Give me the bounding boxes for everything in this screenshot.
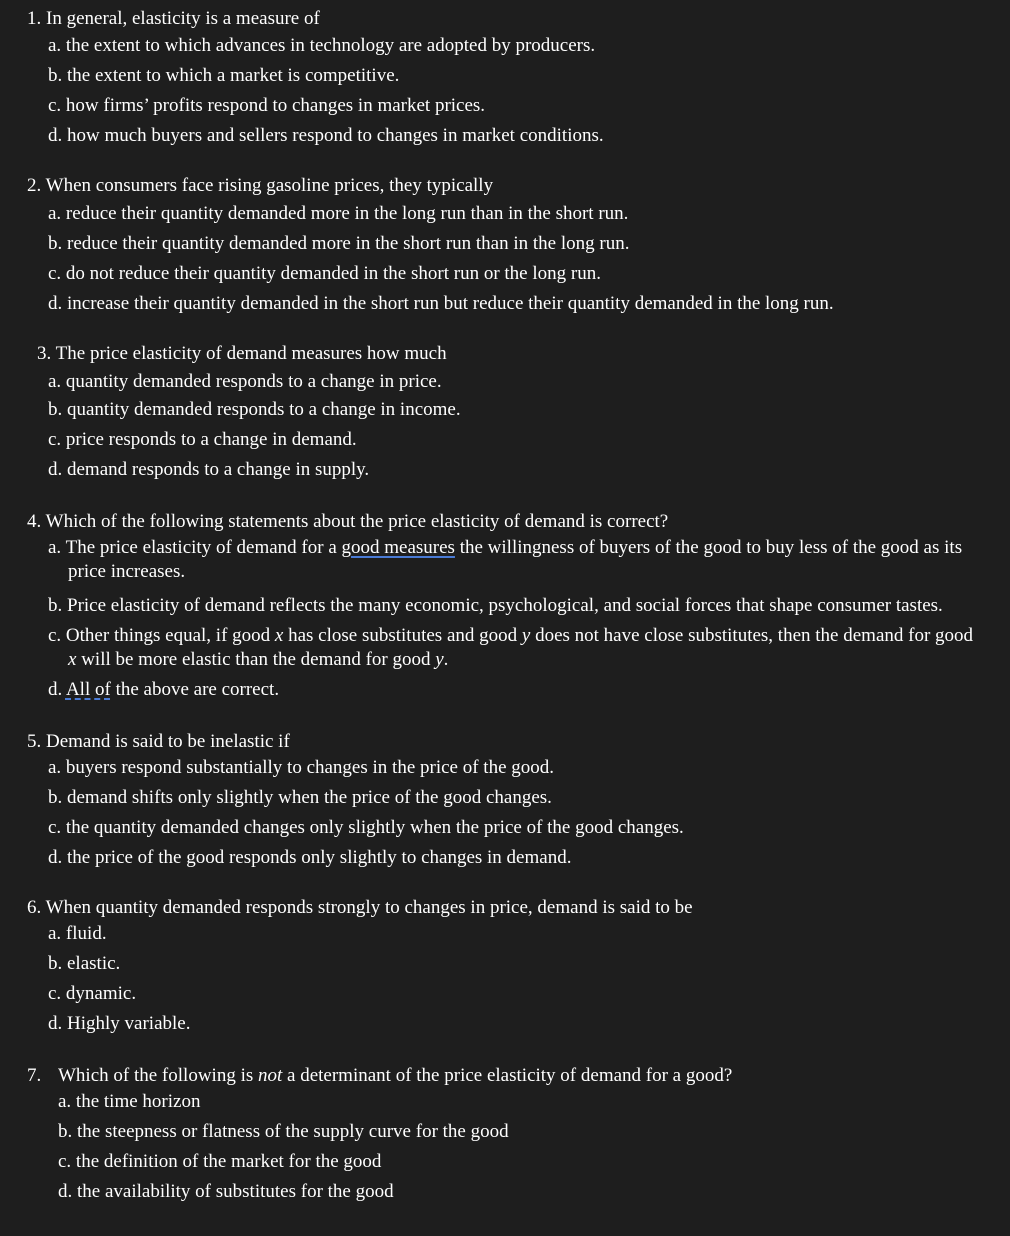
question-5-stem: 5. Demand is said to be inelastic if xyxy=(27,731,290,752)
question-7-option-d: d. the availability of substitutes for the good xyxy=(58,1181,394,1202)
question-1-stem: 1. In general, elasticity is a measure of xyxy=(27,8,320,29)
question-3-option-d: d. demand responds to a change in supply. xyxy=(48,459,370,480)
question-2-option-a: a. reduce their quantity demanded more in the long run than in the short run. xyxy=(48,203,629,224)
question-7-stem xyxy=(27,1065,732,1088)
question-4-option-c-text-2: has close substitutes and good xyxy=(283,625,522,646)
question-4-option-a-text-2: the willingness of buyers of the good to buy less of the good as its price increases. xyxy=(68,537,963,582)
question-4-option-c-var-x-1: x xyxy=(274,625,284,646)
question-4-option-c-text-5: . xyxy=(443,649,449,670)
question-2-option-d: d. increase their quantity demanded in the short run but reduce their quantity demanded in the long run. xyxy=(48,293,834,314)
question-7-option-c: c. the definition of the market for the good xyxy=(58,1151,382,1172)
question-4-option-c-var-y-1: y xyxy=(521,625,531,646)
question-4-option-d-underlined: All of xyxy=(65,679,111,700)
question-4-option-d-text-2: the above are correct. xyxy=(110,679,280,700)
question-6-stem: 6. When quantity demanded responds strongly to changes in price, demand is said to be xyxy=(27,897,693,918)
question-1-option-c: c. how firms’ profits respond to changes in market prices. xyxy=(48,95,486,116)
question-4-option-c-var-y-2: y xyxy=(435,649,444,670)
question-2-option-c: c. do not reduce their quantity demanded in the short run or the long run. xyxy=(48,263,601,284)
question-1-option-b: b. the extent to which a market is competitive. xyxy=(48,65,400,86)
question-4-option-c-text-1: c. Other things equal, if good xyxy=(48,625,275,646)
question-6-option-d: d. Highly variable. xyxy=(48,1013,191,1034)
question-7-option-a: a. the time horizon xyxy=(58,1091,201,1112)
question-5-option-a: a. buyers respond substantially to changes in the price of the good. xyxy=(48,757,555,778)
question-4-option-a-text-1: a. The price elasticity of demand for a xyxy=(48,537,342,558)
question-7-option-b: b. the steepness or flatness of the supply curve for the good xyxy=(58,1121,509,1142)
question-3-option-c: c. price responds to a change in demand. xyxy=(48,429,357,450)
question-4-option-c-text-4: will be more elastic than the demand for good xyxy=(76,649,436,670)
question-2-stem: 2. When consumers face rising gasoline prices, they typically xyxy=(27,175,494,196)
question-1-option-d: d. how much buyers and sellers respond to changes in market conditions. xyxy=(48,125,604,146)
question-3-option-b: b. quantity demanded responds to a change in income. xyxy=(48,399,461,420)
question-6-option-c: c. dynamic. xyxy=(48,983,137,1004)
question-6-option-a: a. fluid. xyxy=(48,923,107,944)
question-7-stem-text-1: Which of the following is xyxy=(58,1065,258,1086)
question-1-option-a: a. the extent to which advances in technology are adopted by producers. xyxy=(48,35,596,56)
question-4-option-c xyxy=(48,624,978,672)
question-6-option-b: b. elastic. xyxy=(48,953,121,974)
question-5-option-d: d. the price of the good responds only slightly to changes in demand. xyxy=(48,847,572,868)
question-4-option-a-underlined: good measures xyxy=(341,537,455,558)
question-4-option-c-var-x-2: x xyxy=(68,649,77,670)
question-7-stem-emphasis: not xyxy=(258,1065,283,1086)
question-4-option-b: b. Price elasticity of demand reflects the many economic, psychological, and social forces that shape consumer tastes. xyxy=(48,595,943,616)
question-4-option-c-text-3: does not have close substitutes, then the demand for good xyxy=(530,625,974,646)
question-2-option-b: b. reduce their quantity demanded more in the short run than in the long run. xyxy=(48,233,630,254)
question-4-option-d xyxy=(48,679,279,702)
question-4-option-d-text-1: d. xyxy=(48,679,66,700)
question-4-stem: 4. Which of the following statements about the price elasticity of demand is correct? xyxy=(27,511,669,532)
question-3-stem: 3. The price elasticity of demand measures how much xyxy=(37,343,447,364)
question-7-stem-text-2: a determinant of the price elasticity of demand for a good? xyxy=(282,1065,733,1086)
question-7-number: 7. xyxy=(27,1065,42,1086)
question-5-option-b: b. demand shifts only slightly when the price of the good changes. xyxy=(48,787,552,808)
question-4-option-a xyxy=(48,536,978,584)
question-5-option-c: c. the quantity demanded changes only slightly when the price of the good changes. xyxy=(48,817,684,838)
question-3-option-a: a. quantity demanded responds to a change in price. xyxy=(48,371,442,392)
